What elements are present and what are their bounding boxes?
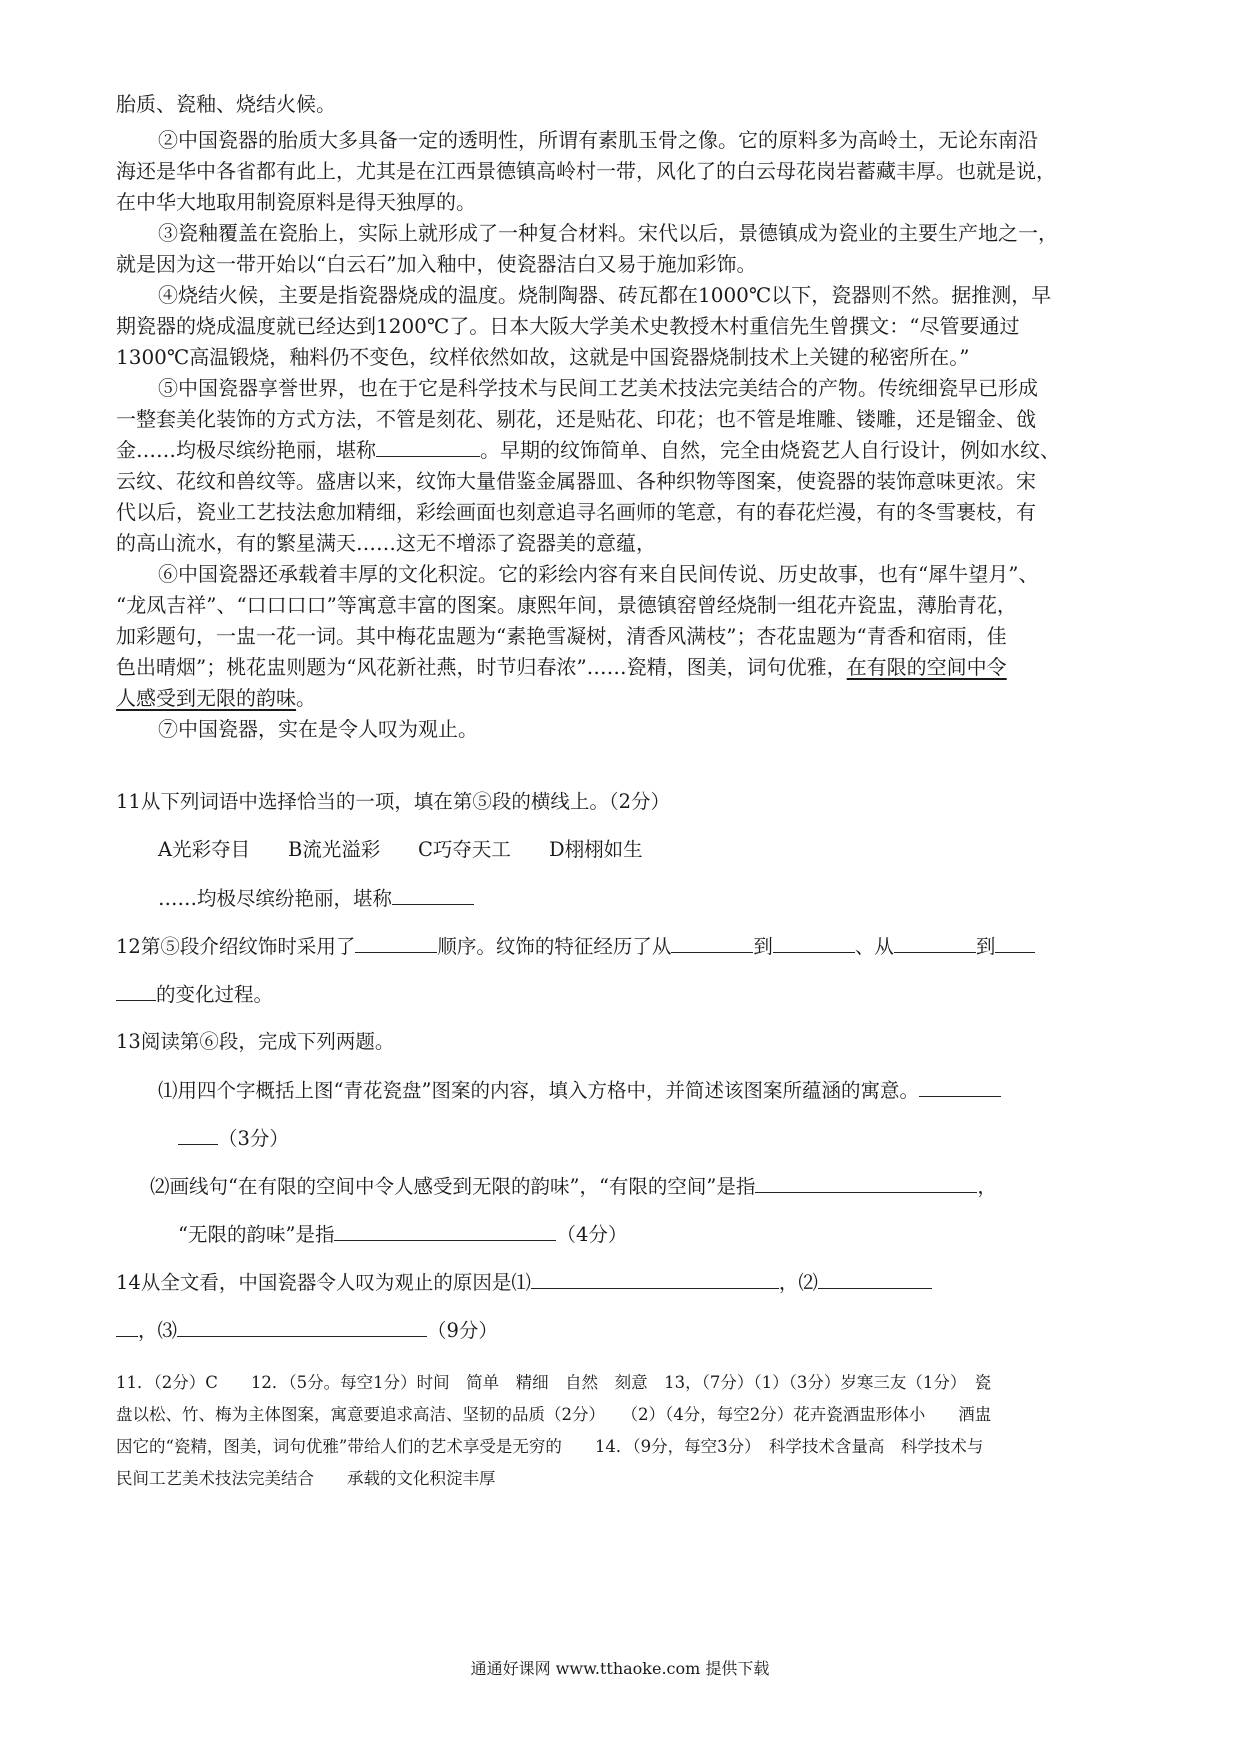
passage-paragraph-5: ⑤中国瓷器享誉世界，也在于它是科学技术与民间工艺美术技法完美结合的产物。传统细瓷早已形成: [158, 376, 1038, 400]
question-13: 13阅读第⑥段，完成下列两题。: [116, 1030, 395, 1053]
passage-line: 胎质、瓷釉、烧结火候。: [116, 92, 336, 116]
question-text: ，: [977, 1175, 997, 1198]
answer-blank[interactable]: [178, 1126, 218, 1145]
question-text: 顺序。纹饰的特征经历了从: [437, 935, 672, 958]
question-11-options: [158, 838, 643, 862]
question-text: 到: [753, 935, 773, 958]
question-13-1-cont: [178, 1126, 289, 1151]
question-12-cont: [116, 982, 273, 1007]
question-14-cont: [116, 1318, 498, 1343]
answer-blank[interactable]: [177, 1318, 427, 1337]
question-12: [116, 934, 1035, 959]
option-b: B流光溢彩: [288, 838, 381, 861]
passage-paragraph-2: ②中国瓷器的胎质大多具备一定的透明性，所谓有素肌玉骨之像。它的原料多为高岭土，无论东南沿: [158, 128, 1038, 152]
passage-text: 金……均极尽缤纷艳丽，堪称: [116, 438, 376, 462]
passage-text: 。: [296, 686, 316, 710]
answer-blank[interactable]: [531, 1270, 779, 1289]
question-text: ⑴用四个字概括上图“青花瓷盘”图案的内容，填入方格中，并简述该图案所蕴涵的寓意。: [158, 1079, 919, 1102]
question-text: （3分）: [218, 1127, 289, 1150]
passage-line: 的高山流水，有的繁星满天……这无不增添了瓷器美的意蕴，: [116, 531, 656, 555]
question-text: 12第⑤段介绍纹饰时采用了: [116, 935, 356, 958]
passage-line: 期瓷器的烧成温度就已经达到1200℃了。日本大阪大学美术史教授木村重信先生曾撰文：“尽管要通过: [116, 314, 1020, 338]
question-13-1: [158, 1078, 1001, 1103]
question-text: “无限的韵味”是指: [178, 1223, 335, 1246]
answer-blank[interactable]: [334, 1222, 556, 1241]
answer-blank[interactable]: [773, 934, 855, 953]
question-11: 11从下列词语中选择恰当的一项，填在第⑤段的横线上。（2分）: [116, 790, 670, 813]
answer-blank[interactable]: [116, 1318, 138, 1337]
passage-line: 海还是华中各省都有此上，尤其是在江西景德镇高岭村一带，风化了的白云母花岗岩蓄藏丰厚。也就是说，: [116, 159, 1056, 183]
option-a: A光彩夺目: [158, 838, 251, 861]
passage-line: 一整套美化装饰的方式方法，不管是刻花、剔花，还是贴花、印花；也不管是堆雕、镂雕，还是镏金、戗: [116, 407, 1036, 431]
passage-line: [116, 686, 316, 710]
underlined-sentence: 人感受到无限的韵味: [116, 686, 296, 710]
passage-line: “龙凤吉祥”、“口口口口”等寓意丰富的图案。康熙年间，景德镇窑曾经烧制一组花卉瓷盅，薄胎青花，: [116, 593, 1017, 617]
answer-blank[interactable]: [755, 1174, 977, 1193]
passage-line: 代以后，瓷业工艺技法愈加精细，彩绘画面也刻意追寻名画师的笔意，有的春花烂漫，有的冬雪裹枝，有: [116, 500, 1036, 524]
question-text: ……均极尽缤纷艳丽，堪称: [158, 887, 393, 910]
question-13-2-cont: [178, 1222, 627, 1247]
passage-paragraph-7: ⑦中国瓷器，实在是令人叹为观止。: [158, 717, 478, 741]
fill-blank[interactable]: [376, 438, 480, 457]
answer-blank[interactable]: [919, 1078, 1001, 1097]
question-11-fill: [158, 886, 474, 911]
answer-key-line: 11．（2分）C 12．（5分。每空1分）时间 简单 精细 自然 刻意 13，（7分）（1）（3分）岁寒三友（1分） 瓷: [116, 1373, 992, 1392]
answer-key-line: 因它的“瓷精，图美，词句优雅”带给人们的艺术享受是无穷的 14．（9分，每空3分） 科学技术含量高 科学技术与: [116, 1437, 984, 1456]
answer-blank[interactable]: [894, 934, 976, 953]
question-14: [116, 1270, 932, 1295]
question-text: （4分）: [556, 1223, 628, 1246]
passage-text: 色出晴烟”；桃花盅则题为“风花新社燕，时节归春浓”……瓷精，图美，词句优雅，: [116, 655, 847, 679]
answer-blank[interactable]: [116, 982, 156, 1001]
question-text: 、从: [854, 935, 894, 958]
passage-line: [116, 655, 1007, 679]
underlined-sentence: 在有限的空间中令: [846, 655, 1007, 679]
answer-blank[interactable]: [392, 886, 474, 905]
passage-line: 云纹、花纹和兽纹等。盛唐以来，纹饰大量借鉴金属器皿、各种织物等图案，使瓷器的装饰意味更浓。宋: [116, 469, 1036, 493]
question-text: ，⑵: [778, 1271, 818, 1294]
passage-line: 1300℃高温锻烧，釉料仍不变色，纹样依然如故，这就是中国瓷器烧制技术上关键的秘密所在。”: [116, 345, 970, 369]
page-footer: 通通好课网 www.tthaoke.com 提供下载: [470, 1659, 770, 1678]
answer-key-line: 盘以松、竹、梅为主体图案，寓意要追求高洁、坚韧的品质（2分） （2）（4分，每空2分）花卉瓷酒盅形体小 酒盅: [116, 1405, 992, 1424]
question-text: 的变化过程。: [156, 983, 274, 1006]
passage-line: 在中华大地取用制瓷原料是得天独厚的。: [116, 190, 476, 214]
question-text: 到: [975, 935, 996, 958]
passage-text: 。早期的纹饰简单、自然，完全由烧瓷艺人自行设计，例如水纹、: [480, 438, 1060, 462]
question-text: ⑵画线句“在有限的空间中令人感受到无限的韵味”，“有限的空间”是指: [150, 1175, 756, 1198]
answer-key-line: 民间工艺美术技法完美结合 承载的文化积淀丰厚: [116, 1469, 496, 1488]
question-text: ，⑶: [138, 1319, 178, 1342]
answer-blank[interactable]: [818, 1270, 932, 1289]
passage-paragraph-6: ⑥中国瓷器还承载着丰厚的文化积淀。它的彩绘内容有来自民间传说、历史故事，也有“犀牛望月”、: [158, 562, 1039, 586]
question-text: 14从全文看，中国瓷器令人叹为观止的原因是⑴: [116, 1271, 531, 1294]
passage-line: [116, 438, 1060, 462]
passage-line: 加彩题句，一盅一花一词。其中梅花盅题为“素艳雪凝树，清香风满枝”；杏花盅题为“青香和宿雨，佳: [116, 624, 1007, 648]
passage-paragraph-4: ④烧结火候，主要是指瓷器烧成的温度。烧制陶器、砖瓦都在1000℃以下，瓷器则不然。据推测，早: [158, 283, 1052, 307]
option-c: C巧夺天工: [418, 838, 511, 861]
passage-line: 就是因为这一带开始以“白云石”加入釉中，使瓷器洁白又易于施加彩饰。: [116, 252, 757, 276]
answer-blank[interactable]: [995, 934, 1035, 953]
answer-blank[interactable]: [355, 934, 437, 953]
passage-paragraph-3: ③瓷釉覆盖在瓷胎上，实际上就形成了一种复合材料。宋代以后，景德镇成为瓷业的主要生产地之一，: [158, 221, 1058, 245]
question-text: （9分）: [427, 1319, 498, 1342]
option-d: D栩栩如生: [549, 838, 643, 861]
answer-blank[interactable]: [671, 934, 753, 953]
question-13-2: [150, 1174, 997, 1199]
